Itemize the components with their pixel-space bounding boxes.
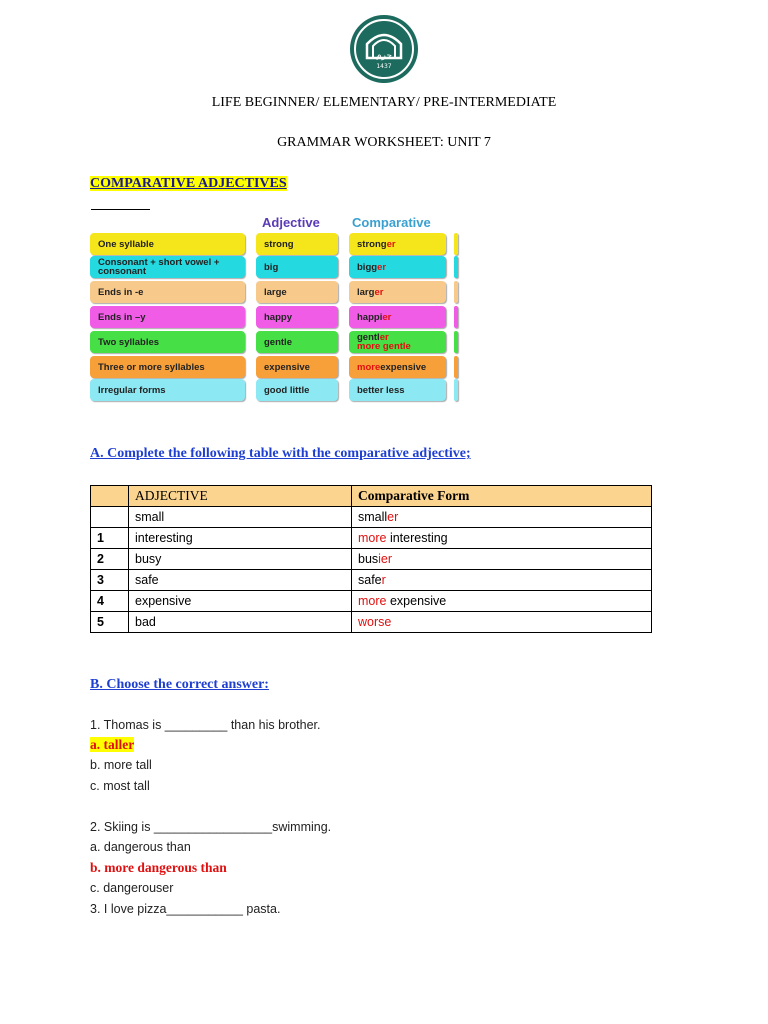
question-1-stem: 1. Thomas is _________ than his brother. (90, 718, 321, 732)
comparative-extra: more gentle (357, 341, 411, 352)
row-comparative (352, 612, 652, 633)
row-number: 3 (91, 570, 129, 591)
row-adjective: small (129, 507, 352, 528)
comparative-ending: more (357, 361, 381, 373)
row-adjective: safe (129, 570, 352, 591)
row-adjective: busy (129, 549, 352, 570)
comparative-prefix: more (358, 531, 387, 545)
part-a-instruction: A. Complete the following table with the comparative adjective; (90, 446, 471, 461)
comparative-base: larg (357, 286, 375, 298)
comparative-table (90, 485, 652, 633)
table-header-row (91, 486, 652, 507)
infographic-rule: Irregular forms (90, 379, 245, 401)
infographic-rule: Two syllables (90, 331, 245, 353)
table-row (91, 507, 652, 528)
infographic-edge (454, 281, 458, 303)
underline-stub (91, 209, 150, 210)
comparative-ending: er (379, 332, 389, 343)
course-title: LIFE BEGINNER/ ELEMENTARY/ PRE-INTERMEDIATE (211, 95, 557, 110)
table-header-adjective: ADJECTIVE (129, 486, 352, 507)
row-adjective: expensive (129, 591, 352, 612)
table-header-comparative: Comparative Form (352, 486, 652, 507)
infographic-adjective: expensive (256, 356, 338, 378)
question-2-option-c: c. dangerouser (90, 881, 174, 895)
infographic-comparative (349, 256, 446, 278)
infographic-edge (454, 306, 458, 328)
comparative-ending: er (377, 261, 387, 273)
table-row (91, 591, 652, 612)
infographic-comparative (349, 281, 446, 303)
infographic-comparative (349, 306, 446, 328)
comparative-ending: er (386, 238, 396, 250)
university-logo (349, 14, 419, 84)
infographic-adjective: gentle (256, 331, 338, 353)
comparative-base: small (358, 510, 388, 524)
infographic-rule: One syllable (90, 233, 245, 255)
comparative-suffix: r (381, 573, 386, 587)
infographic-comparative (349, 233, 446, 255)
infographic-rule: Ends in –y (90, 306, 245, 328)
infographic-adjective: happy (256, 306, 338, 328)
infographic-adjective: big (256, 256, 338, 278)
comparative-base: safe (358, 573, 382, 587)
question-2-option-a: a. dangerous than (90, 840, 191, 854)
row-adjective: bad (129, 612, 352, 633)
row-number: 5 (91, 612, 129, 633)
comparative-ending: er (374, 286, 384, 298)
comparative-base: interesting (386, 531, 448, 545)
comparative-base: better less (357, 384, 405, 396)
infographic-edge (454, 379, 458, 401)
row-number: 4 (91, 591, 129, 612)
infographic-comparative (349, 379, 446, 401)
comparative-base: strong (357, 238, 387, 250)
comparative-suffix: worse (358, 615, 392, 629)
part-b-instruction: B. Choose the correct answer: (90, 677, 269, 692)
infographic-edge (454, 331, 458, 353)
infographic-rule: Three or more syllables (90, 356, 245, 378)
question-1-option-b: b. more tall (90, 758, 152, 772)
infographic-rule: Consonant + short vowel + consonant (90, 256, 245, 278)
row-number: 1 (91, 528, 129, 549)
infographic-adjective: strong (256, 233, 338, 255)
table-row (91, 549, 652, 570)
question-2-option-b: b. more dangerous than (90, 860, 227, 875)
row-number (91, 507, 129, 528)
table-row (91, 612, 652, 633)
svg-text:1437: 1437 (376, 63, 392, 70)
comparative-base: expensive (386, 594, 447, 608)
comparative-ending: er (382, 311, 392, 323)
infographic-adjective: large (256, 281, 338, 303)
comparative-prefix: more (358, 594, 387, 608)
question-3-stem: 3. I love pizza___________ pasta. (90, 902, 281, 916)
question-2-stem: 2. Skiing is _________________swimming. (90, 820, 332, 834)
row-comparative (352, 549, 652, 570)
comparative-base: gentl (357, 332, 380, 343)
question-1-option-a: a. taller (90, 737, 135, 752)
infographic-edge (454, 233, 458, 255)
svg-text:حرم: حرم (375, 51, 393, 61)
row-number: 2 (91, 549, 129, 570)
infographic-comparative (349, 356, 446, 378)
table-row (91, 528, 652, 549)
comparative-base: happi (357, 311, 383, 323)
table-row (91, 570, 652, 591)
infographic-rule: Ends in -e (90, 281, 245, 303)
row-comparative (352, 591, 652, 612)
row-comparative (352, 528, 652, 549)
row-comparative (352, 507, 652, 528)
comparative-extra: expensive (380, 361, 427, 373)
comparative-base: bus (358, 552, 379, 566)
row-comparative (352, 570, 652, 591)
section-title: COMPARATIVE ADJECTIVES (90, 176, 287, 191)
row-adjective: interesting (129, 528, 352, 549)
comparative-rules-infographic (90, 213, 458, 403)
comparative-suffix: er (387, 510, 399, 524)
worksheet-title: GRAMMAR WORKSHEET: UNIT 7 (277, 135, 491, 150)
comparative-base: bigg (357, 261, 378, 273)
infographic-adjective: good little (256, 379, 338, 401)
infographic-edge (454, 256, 458, 278)
infographic-col-adjective: Adjective (262, 215, 320, 230)
infographic-edge (454, 356, 458, 378)
table-header-num (91, 486, 129, 507)
infographic-col-comparative: Comparative (352, 215, 431, 230)
comparative-suffix: ier (378, 552, 393, 566)
question-1-option-c: c. most tall (90, 779, 150, 793)
infographic-comparative (349, 331, 446, 353)
